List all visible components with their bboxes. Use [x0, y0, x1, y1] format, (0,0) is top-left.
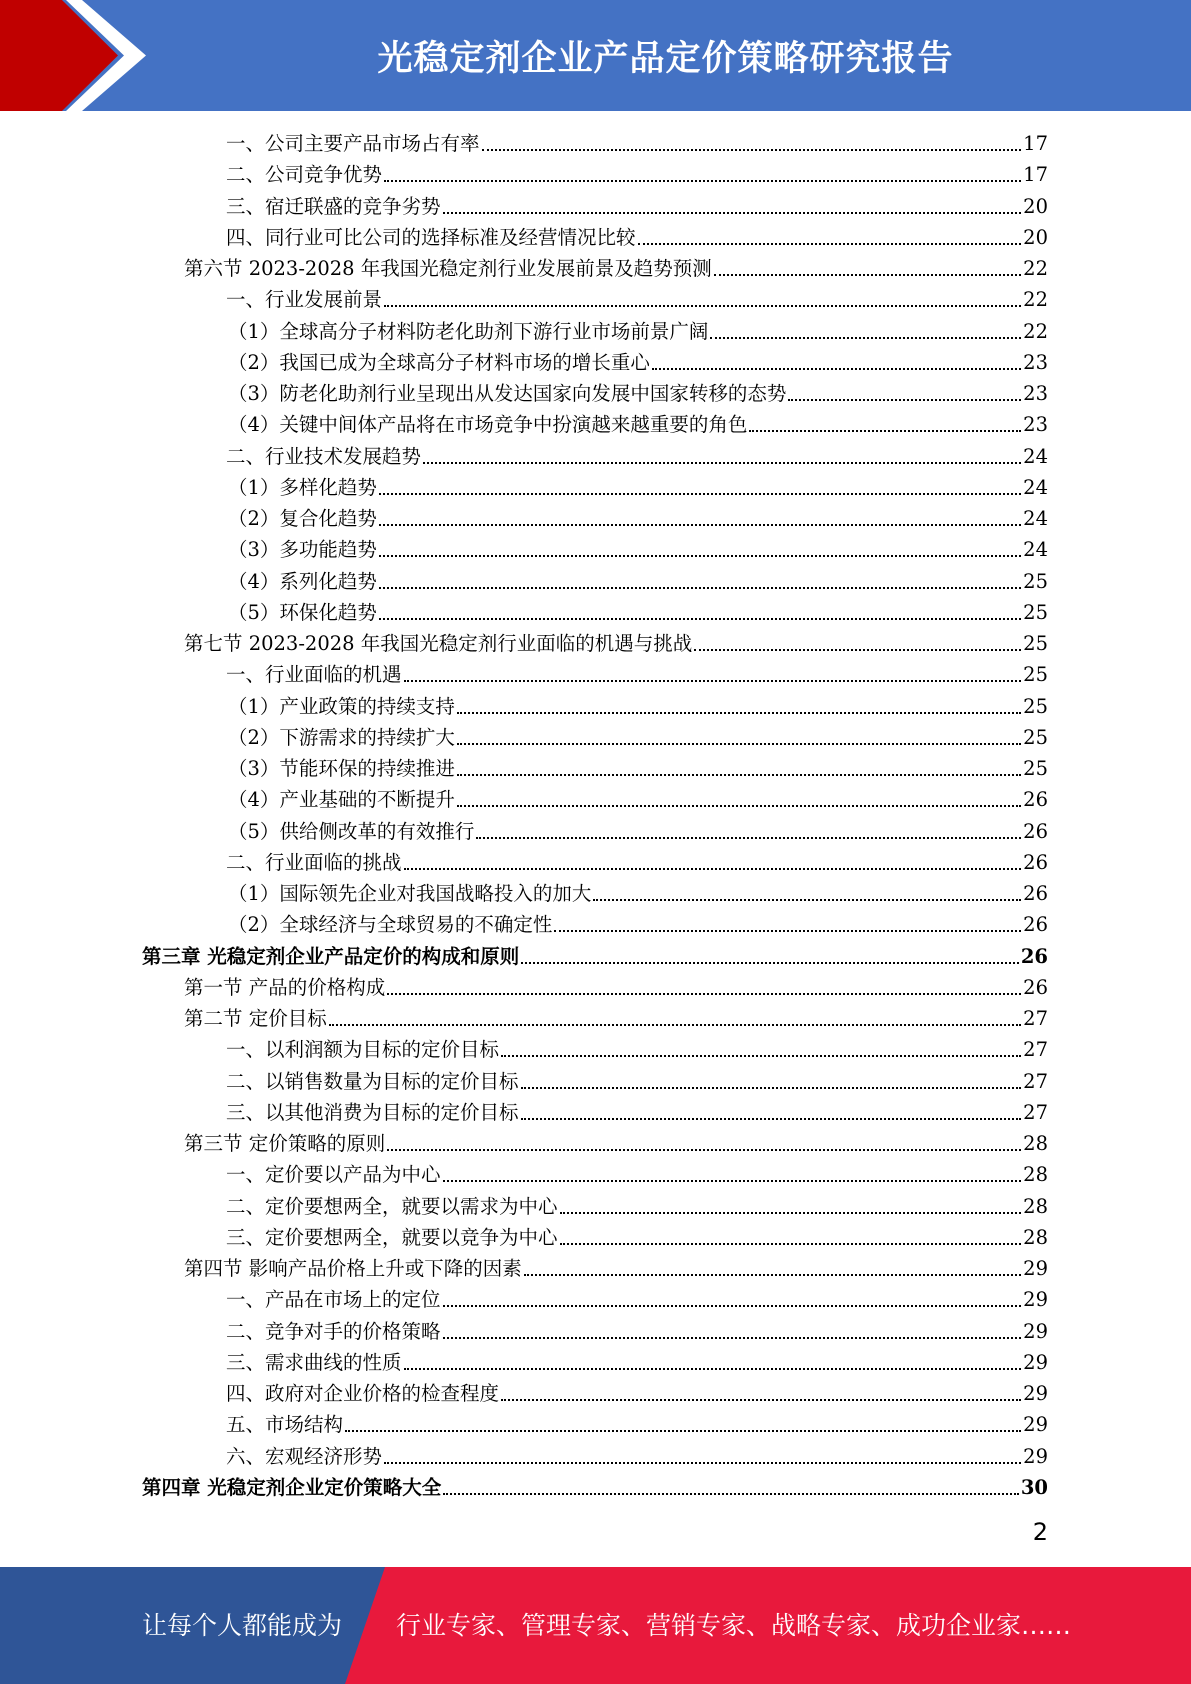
toc-entry-label: （2）复合化趋势 [228, 507, 377, 530]
toc-leader-dots [560, 1243, 1022, 1245]
toc-entry-label: 第一节 产品的价格构成 [184, 975, 386, 999]
toc-subsection-entry[interactable] [226, 1441, 1048, 1472]
toc-leader-dots [501, 1055, 1021, 1057]
toc-leader-dots [404, 868, 1022, 870]
toc-leader-dots [443, 212, 1022, 214]
toc-entry-label: 三、需求曲线的性质 [226, 1350, 402, 1374]
toc-leader-dots [379, 618, 1021, 620]
toc-entry-page: 25 [1023, 725, 1048, 749]
toc-leader-dots [457, 805, 1021, 807]
toc-entry-label: 二、行业面临的挑战 [226, 850, 402, 874]
toc-subsection-entry[interactable] [226, 191, 1048, 222]
toc-entry-page: 28 [1023, 1132, 1048, 1155]
toc-entry-page: 17 [1023, 132, 1048, 155]
toc-entry-page: 26 [1023, 882, 1048, 905]
toc-leader-dots [476, 837, 1021, 839]
toc-leader-dots [387, 1149, 1021, 1151]
toc-entry-label: 二、定价要想两全，就要以需求为中心 [226, 1194, 558, 1218]
toc-entry-page: 29 [1023, 1257, 1048, 1280]
toc-leader-dots [379, 587, 1021, 589]
toc-entry-page: 26 [1023, 788, 1048, 812]
toc-entry-page: 26 [1023, 850, 1048, 874]
toc-entry-page: 29 [1023, 1319, 1048, 1343]
toc-subsection-entry[interactable] [226, 1191, 1048, 1222]
toc-leader-dots [379, 555, 1021, 557]
toc-leader-dots [694, 649, 1021, 651]
toc-leader-dots [521, 1118, 1022, 1120]
toc-subsection-entry[interactable] [226, 284, 1048, 315]
toc-subsection-entry[interactable] [228, 878, 1048, 909]
toc-leader-dots [788, 399, 1021, 401]
toc-leader-dots [554, 930, 1021, 932]
toc-entry-page: 23 [1023, 413, 1048, 437]
toc-subsection-entry[interactable] [228, 534, 1048, 565]
toc-entry-label: 一、公司主要产品市场占有率 [226, 132, 480, 155]
toc-subsection-entry[interactable] [228, 784, 1048, 815]
toc-entry-page: 29 [1023, 1382, 1048, 1405]
toc-entry-label: （4）系列化趋势 [228, 569, 377, 593]
toc-subsection-entry[interactable] [228, 378, 1048, 409]
toc-entry-label: 三、宿迁联盛的竞争劣势 [226, 194, 441, 218]
page-number: 2 [1032, 1518, 1048, 1546]
toc-entry-page: 26 [1020, 944, 1048, 968]
toc-entry-label: （1）产业政策的持续支持 [228, 694, 455, 718]
toc-subsection-entry[interactable] [228, 722, 1048, 753]
toc-subsection-entry[interactable] [228, 503, 1048, 534]
toc-leader-dots [482, 149, 1022, 151]
toc-entry-label: 第七节 2023-2028 年我国光稳定剂行业面临的机遇与挑战 [184, 632, 693, 655]
toc-leader-dots [593, 899, 1021, 901]
toc-entry-label: 二、行业技术发展趋势 [226, 444, 422, 468]
toc-entry-page: 25 [1023, 694, 1048, 718]
toc-section-entry[interactable] [184, 1128, 1048, 1159]
toc-section-entry[interactable] [184, 1003, 1048, 1034]
toc-entry-label: 三、以其他消费为目标的定价目标 [226, 1100, 519, 1124]
toc-entry-page: 25 [1023, 632, 1048, 655]
toc-leader-dots [710, 337, 1021, 339]
toc-subsection-entry[interactable] [226, 128, 1048, 159]
toc-subsection-entry[interactable] [226, 659, 1048, 690]
toc-entry-label: 四、政府对企业价格的检查程度 [226, 1382, 500, 1405]
toc-entry-page: 25 [1023, 600, 1048, 624]
toc-entry-label: 五、市场结构 [226, 1413, 344, 1437]
toc-entry-label: 第三章 光稳定剂企业产品定价的构成和原则 [142, 944, 520, 968]
toc-entry-label: 六、宏观经济形势 [226, 1444, 383, 1468]
toc-entry-label: 一、行业面临的机遇 [226, 663, 402, 687]
toc-subsection-entry[interactable] [226, 441, 1048, 472]
toc-leader-dots [443, 1493, 1019, 1495]
toc-section-entry[interactable] [184, 253, 1048, 284]
toc-subsection-entry[interactable] [226, 847, 1048, 878]
toc-leader-dots [404, 680, 1022, 682]
toc-leader-dots [443, 1337, 1022, 1339]
toc-entry-label: （5）供给侧改革的有效推行 [228, 819, 475, 843]
report-title: 光稳定剂企业产品定价策略研究报告 [377, 38, 954, 79]
toc-entry-page: 23 [1023, 350, 1048, 374]
toc-entry-page: 28 [1023, 1194, 1048, 1218]
toc-subsection-entry[interactable] [226, 1034, 1048, 1065]
toc-entry-label: 二、公司竞争优势 [226, 163, 383, 187]
toc-entry-label: 第四节 影响产品价格上升或下降的因素 [184, 1257, 522, 1280]
red-arrow-icon [0, 0, 160, 111]
toc-leader-dots [638, 243, 1022, 245]
toc-entry-page: 24 [1023, 475, 1048, 499]
toc-entry-page: 24 [1023, 507, 1048, 530]
toc-leader-dots [345, 1430, 1021, 1432]
toc-entry-label: 四、同行业可比公司的选择标准及经营情况比较 [226, 225, 636, 249]
toc-entry-label: （3）防老化助剂行业呈现出从发达国家向发展中国家转移的态势 [228, 382, 787, 405]
toc-subsection-entry[interactable] [228, 909, 1048, 940]
toc-section-entry[interactable] [184, 972, 1048, 1003]
toc-leader-dots [652, 368, 1021, 370]
toc-chapter-entry[interactable] [142, 941, 1048, 972]
toc-subsection-entry[interactable] [226, 1222, 1048, 1253]
toc-entry-label: 三、定价要想两全，就要以竞争为中心 [226, 1225, 558, 1249]
toc-leader-dots [423, 462, 1021, 464]
toc-entry-page: 22 [1023, 319, 1048, 343]
toc-entry-label: （2）下游需求的持续扩大 [228, 725, 455, 749]
toc-leader-dots [404, 1368, 1022, 1370]
toc-entry-label: 一、定价要以产品为中心 [226, 1163, 441, 1187]
toc-leader-dots [384, 1462, 1021, 1464]
toc-entry-label: （4）关键中间体产品将在市场竞争中扮演越来越重要的角色 [228, 413, 748, 437]
toc-entry-label: 二、竞争对手的价格策略 [226, 1319, 441, 1343]
toc-entry-page: 25 [1023, 663, 1048, 687]
toc-entry-page: 28 [1023, 1163, 1048, 1187]
toc-leader-dots [457, 774, 1021, 776]
toc-entry-label: （3）多功能趋势 [228, 538, 377, 562]
toc-subsection-entry[interactable] [228, 816, 1048, 847]
toc-leader-dots [384, 180, 1021, 182]
toc-entry-page: 24 [1023, 538, 1048, 562]
toc-leader-dots [443, 1180, 1022, 1182]
toc-leader-dots [714, 274, 1021, 276]
toc-entry-page: 25 [1023, 569, 1048, 593]
toc-section-entry[interactable] [184, 1253, 1048, 1284]
toc-entry-page: 28 [1023, 1225, 1048, 1249]
footer-slogan-right: 行业专家、管理专家、营销专家、战略专家、成功企业家…… [396, 1611, 1072, 1640]
toc-entry-label: （1）全球高分子材料防老化助剂下游行业市场前景广阔 [228, 319, 709, 343]
toc-subsection-entry[interactable] [226, 1316, 1048, 1347]
toc-subsection-entry[interactable] [228, 472, 1048, 503]
toc-entry-page: 20 [1023, 225, 1048, 249]
toc-subsection-entry[interactable] [226, 1284, 1048, 1315]
toc-leader-dots [443, 1305, 1022, 1307]
toc-subsection-entry[interactable] [228, 566, 1048, 597]
toc-entry-page: 27 [1023, 1007, 1048, 1030]
toc-entry-label: 第六节 2023-2028 年我国光稳定剂行业发展前景及趋势预测 [184, 257, 712, 280]
toc-subsection-entry[interactable] [226, 159, 1048, 190]
toc-leader-dots [379, 493, 1021, 495]
toc-subsection-entry[interactable] [226, 1066, 1048, 1097]
toc-entry-label: 一、行业发展前景 [226, 288, 383, 312]
toc-entry-page: 17 [1023, 163, 1048, 187]
toc-entry-label: 第二节 定价目标 [184, 1007, 327, 1030]
toc-subsection-entry[interactable] [226, 1097, 1048, 1128]
footer-slogan-left: 让每个人都能成为 [142, 1611, 343, 1640]
toc-entry-label: （2）全球经济与全球贸易的不确定性 [228, 913, 553, 937]
toc-entry-label: 一、产品在市场上的定位 [226, 1288, 441, 1312]
report-header [0, 0, 1191, 111]
toc-leader-dots [387, 993, 1021, 995]
toc-entry-page: 25 [1023, 757, 1048, 780]
footer-banner [0, 1567, 1191, 1684]
toc-entry-label: 第三节 定价策略的原则 [184, 1132, 386, 1155]
toc-entry-label: （3）节能环保的持续推进 [228, 757, 455, 780]
toc-subsection-entry[interactable] [228, 316, 1048, 347]
toc-subsection-entry[interactable] [228, 409, 1048, 440]
toc-entry-page: 29 [1023, 1413, 1048, 1437]
toc-entry-page: 22 [1023, 257, 1048, 280]
toc-leader-dots [560, 1212, 1022, 1214]
toc-entry-label: 一、以利润额为目标的定价目标 [226, 1038, 500, 1062]
toc-entry-label: （2）我国已成为全球高分子材料市场的增长重心 [228, 350, 650, 374]
toc-entry-page: 24 [1023, 444, 1048, 468]
toc-entry-label: （5）环保化趋势 [228, 600, 377, 624]
toc-subsection-entry[interactable] [228, 347, 1048, 378]
toc-entry-page: 26 [1023, 975, 1048, 999]
toc-entry-page: 20 [1023, 194, 1048, 218]
toc-subsection-entry[interactable] [226, 1159, 1048, 1190]
toc-subsection-entry[interactable] [228, 753, 1048, 784]
toc-entry-label: 第四章 光稳定剂企业定价策略大全 [142, 1475, 442, 1499]
toc-entry-page: 23 [1023, 382, 1048, 405]
toc-entry-label: （1）多样化趋势 [228, 475, 377, 499]
toc-leader-dots [521, 962, 1019, 964]
toc-entry-page: 27 [1023, 1069, 1048, 1093]
toc-leader-dots [524, 1274, 1021, 1276]
toc-entry-page: 26 [1023, 819, 1048, 843]
toc-subsection-entry[interactable] [228, 691, 1048, 722]
toc-chapter-entry[interactable] [142, 1472, 1048, 1503]
toc-entry-label: （1）国际领先企业对我国战略投入的加大 [228, 882, 592, 905]
toc-subsection-entry[interactable] [226, 1378, 1048, 1409]
toc-entry-page: 22 [1023, 288, 1048, 312]
toc-subsection-entry[interactable] [226, 1347, 1048, 1378]
toc-section-entry[interactable] [184, 628, 1048, 659]
toc-subsection-entry[interactable] [226, 222, 1048, 253]
toc-leader-dots [457, 712, 1021, 714]
toc-entry-page: 29 [1023, 1288, 1048, 1312]
toc-entry-page: 29 [1023, 1350, 1048, 1374]
toc-leader-dots [521, 1087, 1022, 1089]
toc-leader-dots [379, 524, 1021, 526]
toc-leader-dots [329, 1024, 1021, 1026]
toc-subsection-entry[interactable] [228, 597, 1048, 628]
toc-entry-label: （4）产业基础的不断提升 [228, 788, 455, 812]
toc-entry-page: 26 [1023, 913, 1048, 937]
toc-entry-page: 27 [1023, 1100, 1048, 1124]
toc-leader-dots [384, 305, 1021, 307]
toc-subsection-entry[interactable] [226, 1409, 1048, 1440]
toc-entry-page: 29 [1023, 1444, 1048, 1468]
toc-entry-page: 30 [1020, 1475, 1048, 1499]
toc-entry-page: 27 [1023, 1038, 1048, 1062]
toc-leader-dots [501, 1399, 1021, 1401]
toc-leader-dots [749, 430, 1021, 432]
toc-entry-label: 二、以销售数量为目标的定价目标 [226, 1069, 519, 1093]
toc-leader-dots [457, 743, 1021, 745]
